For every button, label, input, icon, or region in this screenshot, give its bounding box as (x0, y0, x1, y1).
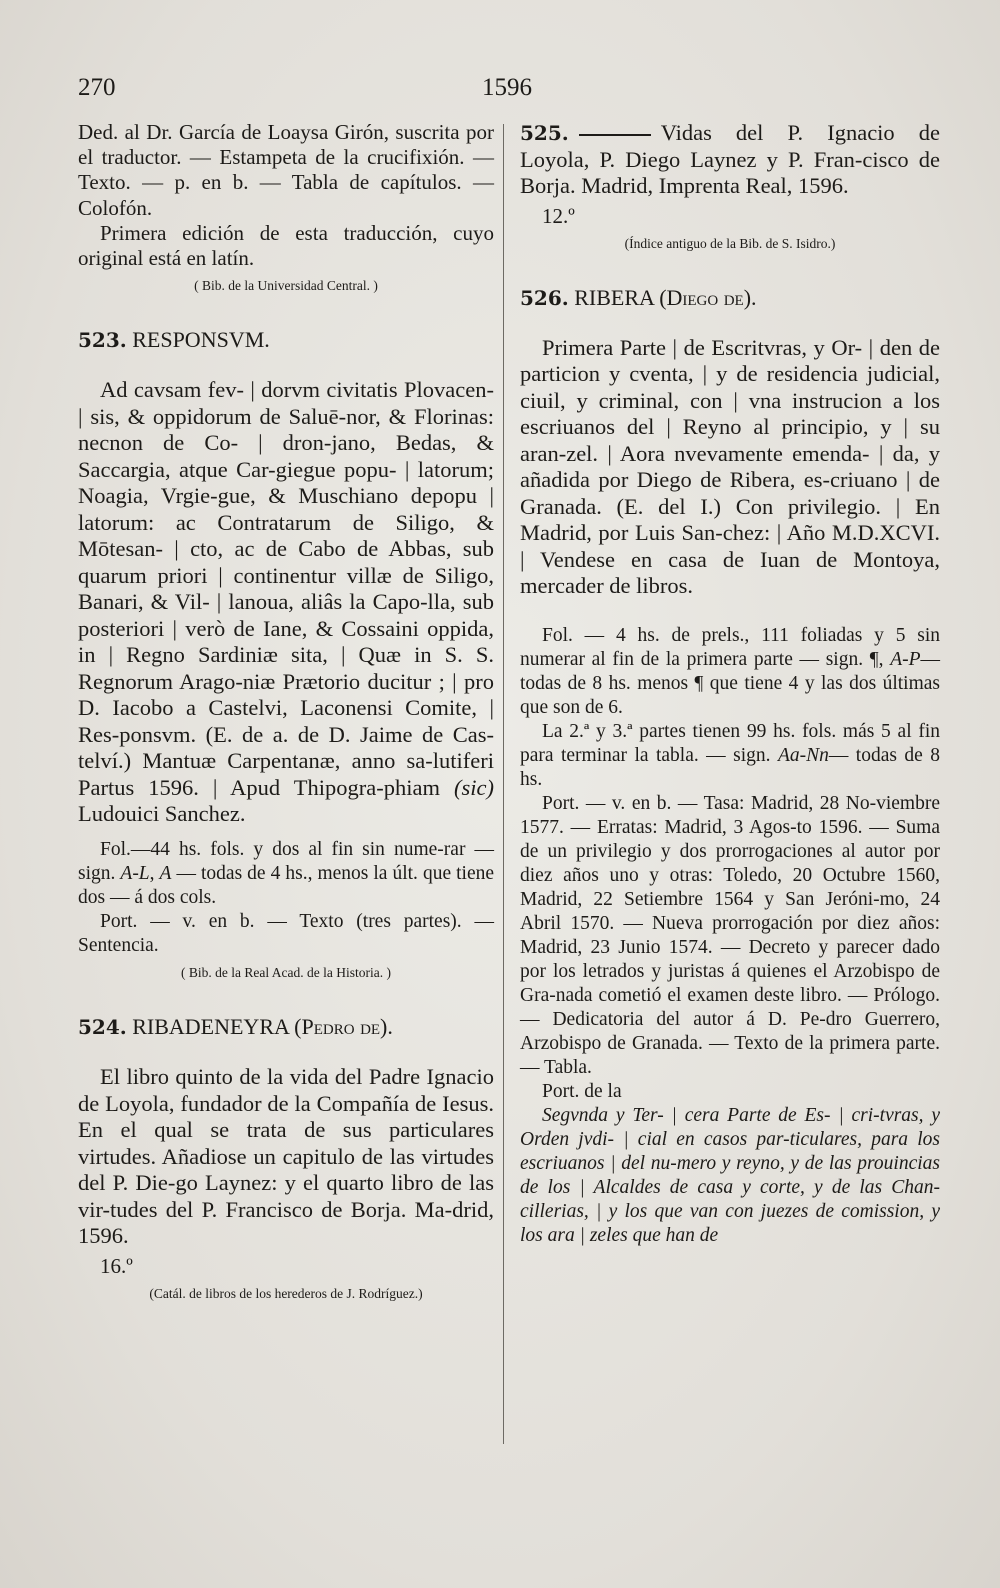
entry-525-heading (520, 120, 940, 200)
entry-524-heading (78, 1014, 494, 1040)
page-number: 270 (78, 74, 116, 101)
entry-523-collation-b: — todas de 4 hs., menos la últ. que tiene dos — á dos cols. (78, 862, 495, 908)
entry-526-collation-b: La 2.ª y 3.ª partes tienen 99 hs. fols. más 5 al fin para terminar la tabla. — sign. (520, 720, 940, 766)
entry-523-title-head: RESPONSVM. (132, 327, 270, 353)
entry-526-author: RIBERA (574, 284, 654, 310)
entry-526-heading (520, 285, 940, 311)
entry-523-sign-b: A (159, 862, 172, 884)
entry-524-source: (Catál. de libros de los herederos de J. Rodríguez.) (149, 1285, 423, 1301)
entry-523-collation-a: Fol.—44 hs. fols. y dos al fin sin nume-rar — sign. (78, 838, 494, 884)
entry-523-number: 523. (78, 328, 127, 353)
entry-523-sign-a: A-L (120, 862, 150, 884)
entry-525-title: Vidas del P. Ignacio de Loyola, P. Diego Laynez y P. Fran-cisco de Borja. Madrid, Imprenta Real, 1596. (520, 120, 940, 198)
entry-524-number: 524. (78, 1014, 127, 1039)
entry-523-title-end: Ludouici Sanchez. (78, 801, 246, 827)
entry-524-title: El libro quinto de la vida del Padre Ignacio de Loyola, fundador de la Compañía de Iesus. En el qual se trata de sus particulares virtudes. Añadiose un capitulo de las virtudes del P. Die-go Laynez: y el quarto libro de las vir-tudes del P. Francisco de Borja. Ma-drid, 1596. (78, 1064, 494, 1249)
entry-523-source: ( Bib. de la Real Acad. de la Historia. ) (181, 964, 391, 980)
entry-525-number: 525. (520, 121, 569, 145)
entry-526-collation-a2: —todas de 8 hs. menos ¶ que tiene 4 y las dos últimas que son de 6. (520, 648, 941, 718)
entry-526-second-title: Segvnda y Ter- | cera Parte de Es- | cri-tvras, y Orden jvdi- | cial en casos par-ticulares, para los escriuanos | del nu-mero y reyno, y de las prouincias de los | Alcaldes de casa y corte, y de las Chan-cillerias, | y los que van con juezes de comission, y los ara | zeles que han de (520, 1104, 940, 1246)
running-head (78, 74, 928, 108)
entry-526-second-title-intro: Port. de la (542, 1080, 622, 1102)
entry-525-source: (Índice antiguo de la Bib. de S. Isidro.) (624, 235, 836, 251)
right-column (520, 120, 940, 1248)
ditto-rule (579, 134, 651, 136)
entry-523-contents: Port. — v. en b. — Texto (tres partes). — Sentencia. (78, 910, 494, 956)
entry-523-sic: (sic) (454, 774, 494, 800)
entry-526-title: Primera Parte | de Escritvras, y Or- | den de particion y cventa, | y de residencia judicial, ciuil, y criminal, con | vna instrucion a los escriuanos del | Reyno al principio, y | su aran-zel. | Aora nvevamente emenda- | da, y añadida por Diego de Ribera, es-criuano | de Granada. (E. del I.) Con privilegio. | En Madrid, por Luis San-chez: | Año M.D.XCVI. | Vendese en casa de Iuan de Montoya, mercader de libros. (520, 334, 940, 599)
entry-524-author-forename: (Pedro de). (294, 1013, 393, 1039)
intro-note: Primera edición de esta traducción, cuyo original está en latín. (78, 220, 494, 271)
entry-524-author: RIBADENEYRA (132, 1013, 289, 1039)
left-column (78, 120, 494, 1303)
entry-523-collation: Fol.—44 hs. fols. y dos al fin sin nume-rar — sign. A-L, A — todas de 4 hs., menos la últ. que tiene dos — á dos cols. (78, 838, 495, 908)
entry-526-number: 526. (520, 285, 569, 310)
entry-526-contents: Port. — v. en b. — Tasa: Madrid, 28 No-viembre 1577. — Erratas: Madrid, 3 Agos-to 1596. — Suma de un privilegio y dos prorrogaciones al autor por diez años uno y otras: Toledo, 20 Octubre 1560, Madrid, 22 Setiembre 1564 y San Jeróni-mo, 24 Abril 1570. — Nueva prorrogación por diez años: Madrid, 23 Junio 1574. — Decreto y parecer dado por los letrados y juristas á quienes el Arzobispo de Gra-nada cometió el examen deste libro. — Prólogo. — Dedicatoria del autor á D. Pe-dro Guerrero, Arzobispo de Granada. — Texto de la primera parte. — Tabla. (520, 792, 940, 1078)
entry-526-sign-b: Aa-Nn (777, 744, 829, 766)
entry-524-format: 16.º (100, 1253, 133, 1278)
intro-description: Ded. al Dr. García de Loaysa Girón, suscrita por el traductor. — Estampeta de la crucifixión. — Texto. — p. en b. — Tabla de capítulos. — Colofón. (78, 120, 494, 220)
entry-526-collation-1 (520, 624, 940, 720)
entry-526-collation-2 (520, 720, 940, 792)
entry-523-title (78, 377, 494, 828)
entry-526-author-forename: (Diego de). (659, 284, 757, 310)
entry-523-title-text: Ad cavsam fev- | dorvm civitatis Plovacen- | sis, & oppidorum de Saluē-nor, & Florinas: necnon de Co- | dron-jano, Bedas, & Saccargia, atque Car-giegue popu- | latorum; Noagia, Vrgie-gue, & Muschiano depopu | latorum: ac Contratarum de Siligo, & Mōtesan- | cto, ac de Cabo de Abbas, sub quarum priori | continentur villæ de Siligo, Banari, & Vil- | lanoua, aliâs la Capo-lla, sub posteriori | verò de Iane, & Cossaini oppida, in | Regno Sardiniæ sita, | Quæ in S. S. Regnorum Arago-niæ Prætorio ducitur ; | pro D. Iacobo a Castelvi, Laconensi Comite, | Res-ponsvm. (E. de a. de D. Jaime de Cas-telví.) Mantuæ Carpentanæ, anno sa-lutiferi Partus 1596. | Apud Thipogra-phiam (78, 377, 494, 800)
entry-525-format: 12.º (542, 203, 575, 228)
entry-526-sign-a: A-P (890, 648, 921, 670)
intro-source: ( Bib. de la Universidad Central. ) (194, 278, 378, 294)
column-divider (503, 124, 504, 1444)
entry-526-collation-a: Fol. — 4 hs. de prels., 111 foliadas y 5 sin numerar al fin de la primera parte — sign. ¶, (520, 624, 940, 670)
entry-523-heading (78, 327, 494, 353)
running-year: 1596 (482, 74, 532, 101)
entry-526-collation-b2: — todas de 8 hs. (520, 744, 940, 790)
